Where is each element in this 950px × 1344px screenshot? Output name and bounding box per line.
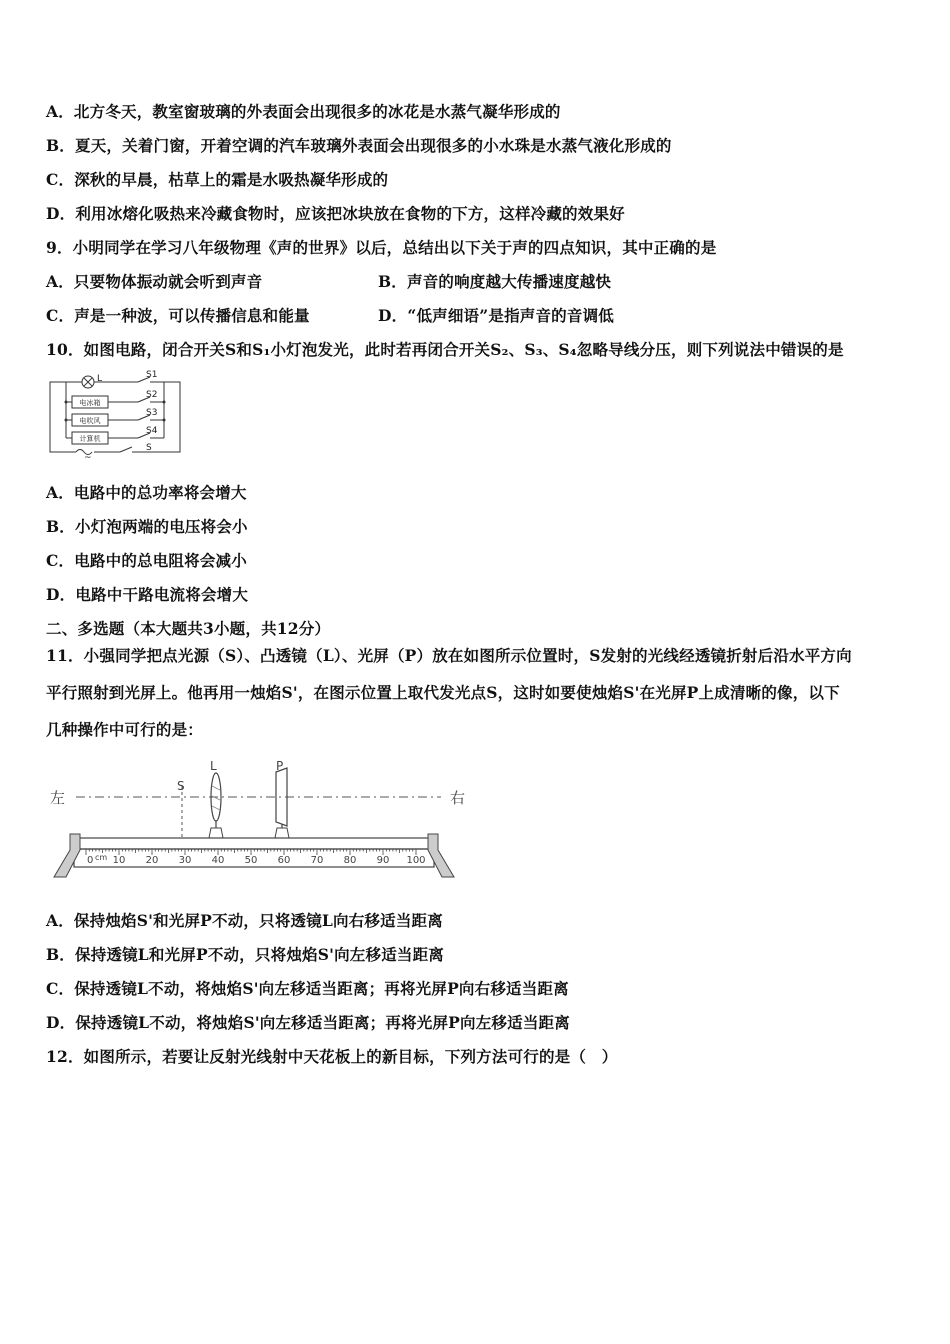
- q11-option-b: B．保持透镜L和光屏P不动，只将烛焰S'向左移适当距离: [46, 945, 444, 964]
- scale-label: 70: [310, 855, 324, 866]
- optical-bench-diagram: [46, 752, 466, 882]
- scale-label: 80: [343, 855, 357, 866]
- right-direction-label: 右: [450, 789, 466, 807]
- ac-source-label: ~: [84, 453, 92, 463]
- left-support: [54, 834, 80, 877]
- scale-label: 10: [112, 855, 126, 866]
- unit-label: cm: [95, 853, 108, 862]
- section-title: 二、多选题（本大题共3小题，共12分）: [46, 619, 331, 638]
- scale-label-zero: 0: [87, 855, 94, 866]
- appliance-hairdryer-label: 电吹风: [79, 417, 101, 425]
- q9-stem: 9．小明同学在学习八年级物理《声的世界》以后，总结出以下关于声的四点知识，其中正确的是: [46, 238, 717, 257]
- q11-option-d: D．保持透镜L不动，将烛焰S'向左移适当距离；再将光屏P向左移适当距离: [46, 1013, 570, 1032]
- switch-s-label: S: [146, 443, 152, 453]
- scale-label: 30: [178, 855, 192, 866]
- q11-stem-line-2: 平行照射到光屏上。他再用一烛焰S'，在图示位置上取代发光点S，这时如要使烛焰S'在光屏P上成清晰的像，以下: [46, 683, 840, 702]
- q8-option-d: D．利用冰熔化吸热来冷藏食物时，应该把冰块放在食物的下方，这样冷藏的效果好: [46, 204, 625, 223]
- appliance-fridge-label: 电冰箱: [79, 399, 101, 407]
- scale-label: 90: [376, 855, 390, 866]
- q10-option-a: A．电路中的总功率将会增大: [46, 483, 247, 502]
- lens-label: L: [210, 759, 217, 773]
- q11-option-a: A．保持烛焰S'和光屏P不动，只将透镜L向右移适当距离: [46, 911, 443, 930]
- q10-stem: 10．如图电路，闭合开关S和S₁小灯泡发光，此时若再闭合开关S₂、S₃、S₄忽略导线分压，则下列说法中错误的是: [46, 340, 844, 359]
- q8-option-c: C．深秋的早晨，枯草上的霜是水吸热凝华形成的: [46, 170, 389, 189]
- q10-option-c: C．电路中的总电阻将会减小: [46, 551, 247, 570]
- q8-option-b: B．夏天，关着门窗，开着空调的汽车玻璃外表面会出现很多的小水珠是水蒸气液化形成的: [46, 136, 672, 155]
- q11-stem-line-3: 几种操作中可行的是：: [46, 720, 204, 739]
- q9-option-c: C．声是一种波，可以传播信息和能量: [46, 306, 310, 325]
- appliance-computer-label: 计算机: [79, 435, 101, 443]
- q12-stem: 12．如图所示，若要让反射光线射中天花板上的新目标，下列方法可行的是（ ）: [46, 1047, 618, 1066]
- screen-label: P: [276, 759, 284, 773]
- left-direction-label: 左: [50, 789, 66, 807]
- switch-s2-label: S2: [146, 390, 158, 400]
- q9-option-a: A．只要物体振动就会听到声音: [46, 272, 263, 291]
- switch-s4-label: S4: [146, 426, 158, 436]
- scale-label: 60: [277, 855, 291, 866]
- q9-option-b: B．声音的响度越大传播速度越快: [378, 272, 612, 291]
- scale-label: 20: [145, 855, 159, 866]
- switch-s3-label: S3: [146, 408, 158, 418]
- s-point-label: S: [177, 779, 185, 793]
- scale-label: 50: [244, 855, 258, 866]
- scale-label: 100: [406, 855, 426, 866]
- q11-stem-line-1: 11．小强同学把点光源（S）、凸透镜（L）、光屏（P）放在如图所示位置时，S发射的光线经透镜折射后沿水平方向: [46, 646, 852, 665]
- right-support: [428, 834, 454, 877]
- q10-option-d: D．电路中干路电流将会增大: [46, 585, 249, 604]
- q11-option-c: C．保持透镜L不动，将烛焰S'向左移适当距离；再将光屏P向右移适当距离: [46, 979, 569, 998]
- scale-label: 40: [211, 855, 225, 866]
- circuit-diagram: [46, 372, 186, 464]
- q10-option-b: B．小灯泡两端的电压将会小: [46, 517, 248, 536]
- lamp-label: L: [97, 374, 103, 384]
- q9-option-d: D．“低声细语”是指声音的音调低: [378, 306, 614, 325]
- switch-s1-label: S1: [146, 370, 158, 380]
- q8-option-a: A．北方冬天，教室窗玻璃的外表面会出现很多的冰花是水蒸气凝华形成的: [46, 102, 561, 121]
